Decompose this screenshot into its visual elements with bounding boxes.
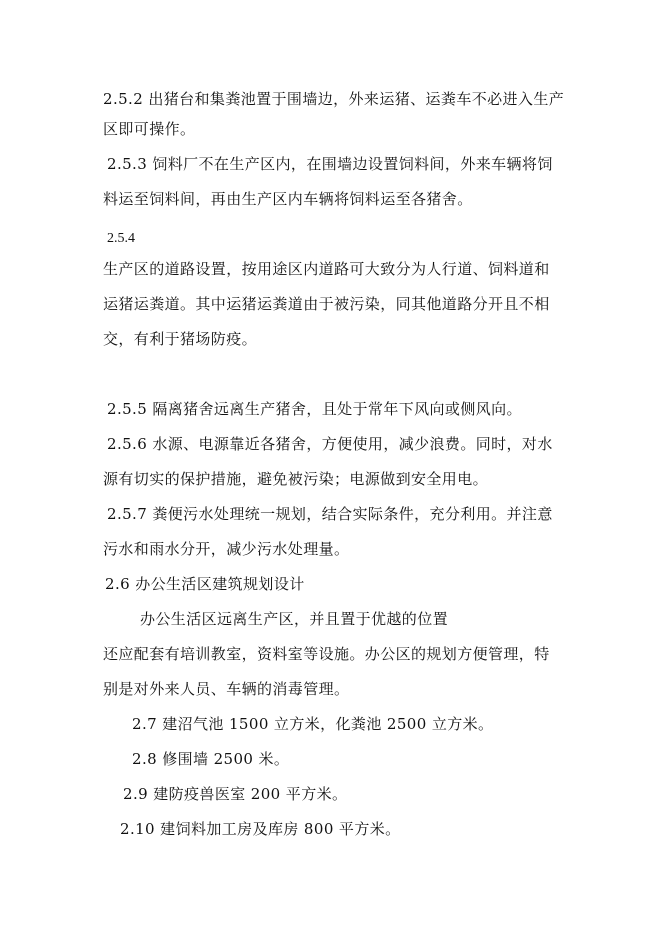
paragraph-2-6-line-2: 还应配套有培训教室，资料室等设施。办公区的规划方便管理，特	[103, 645, 550, 663]
paragraph-2-5-4-line-3: 交，有利于猪场防疫。	[103, 330, 258, 348]
paragraph-2-6-line-3: 别是对外来人员、车辆的消毒管理。	[103, 680, 350, 698]
paragraph-2-5-6-line-2: 源有切实的保护措施，避免被污染；电源做到安全用电。	[103, 470, 489, 488]
paragraph-2-5-4-line-1: 生产区的道路设置，按用途区内道路可大致分为人行道、饲料道和	[103, 260, 550, 278]
paragraph-2-5-3-line-1: 2.5.3 饲料厂不在生产区内，在围墙边设置饲料间，外来车辆将饲	[107, 155, 553, 173]
paragraph-2-5-7-line-1: 2.5.7 粪便污水处理统一规划，结合实际条件，充分利用。并注意	[107, 505, 553, 523]
paragraph-2-5-2-line-1: 2.5.2 出猪台和集粪池置于围墙边，外来运猪、运粪车不必进入生产	[103, 90, 565, 108]
paragraph-2-5-7-line-2: 污水和雨水分开，减少污水处理量。	[103, 540, 350, 558]
section-2-6-heading: 2.6 办公生活区建筑规划设计	[105, 575, 305, 593]
section-2-5-4-number: 2.5.4	[107, 231, 135, 246]
paragraph-2-5-5: 2.5.5 隔离猪舍远离生产猪舍，且处于常年下风向或侧风向。	[107, 400, 522, 418]
paragraph-2-5-3-line-2: 料运至饲料间，再由生产区内车辆将饲料运至各猪舍。	[103, 190, 473, 208]
paragraph-2-6-line-1: 办公生活区远离生产区，并且置于优越的位置	[140, 610, 449, 628]
item-2-9: 2.9 建防疫兽医室 200 平方米。	[123, 785, 348, 803]
paragraph-2-5-6-line-1: 2.5.6 水源、电源靠近各猪舍，方便使用，减少浪费。同时，对水	[107, 435, 553, 453]
paragraph-2-5-2-line-2: 区即可操作。	[103, 120, 196, 138]
paragraph-2-5-4-line-2: 运猪运粪道。其中运猪运粪道由于被污染，同其他道路分开且不相	[103, 295, 550, 313]
item-2-10: 2.10 建饲料加工房及库房 800 平方米。	[120, 820, 401, 838]
item-2-7: 2.7 建沼气池 1500 立方米，化粪池 2500 立方米。	[132, 715, 494, 733]
item-2-8: 2.8 修围墙 2500 米。	[132, 750, 290, 768]
